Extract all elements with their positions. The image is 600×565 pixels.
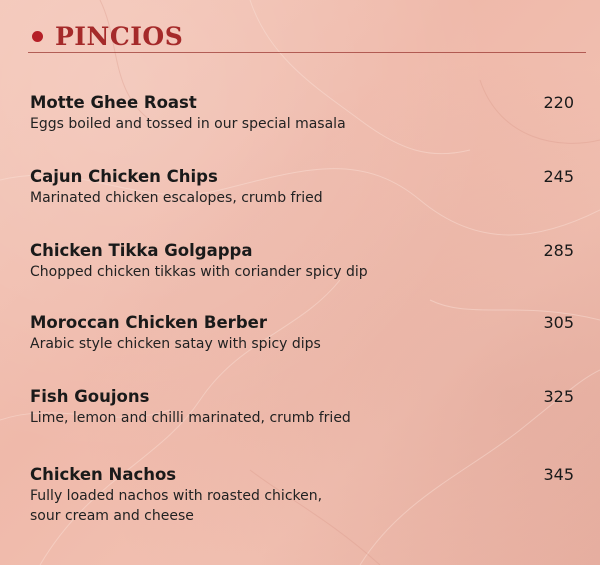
item-name: Fish Goujons: [30, 387, 150, 406]
menu-item: [30, 386, 576, 428]
bullet-dot: [32, 31, 43, 42]
menu-item: [30, 166, 576, 208]
item-name: Cajun Chicken Chips: [30, 167, 218, 186]
item-description: Marinated chicken escalopes, crumb fried: [30, 190, 323, 206]
item-description: Chopped chicken tikkas with coriander spicy dip: [30, 264, 368, 280]
item-price: 305: [543, 313, 574, 332]
section-header: [28, 22, 586, 54]
item-price: 245: [543, 167, 574, 186]
menu-item: [30, 312, 576, 354]
item-name: Chicken Nachos: [30, 465, 177, 484]
item-name: Moroccan Chicken Berber: [30, 313, 267, 332]
item-name: Motte Ghee Roast: [30, 93, 197, 112]
item-description: Lime, lemon and chilli marinated, crumb fried: [30, 410, 351, 426]
item-price: 285: [543, 241, 574, 260]
menu-item: [30, 464, 576, 526]
item-price: 220: [543, 93, 574, 112]
section-title: PINCIOS: [55, 22, 184, 51]
menu-item: [30, 92, 576, 134]
item-price: 345: [543, 465, 574, 484]
item-description: Eggs boiled and tossed in our special masala: [30, 116, 346, 132]
item-description: Fully loaded nachos with roasted chicken, sour cream and cheese: [30, 488, 323, 524]
menu-item: [30, 240, 576, 282]
item-name: Chicken Tikka Golgappa: [30, 241, 253, 260]
header-divider: [28, 52, 586, 53]
item-price: 325: [543, 387, 574, 406]
item-description: Arabic style chicken satay with spicy dips: [30, 336, 321, 352]
